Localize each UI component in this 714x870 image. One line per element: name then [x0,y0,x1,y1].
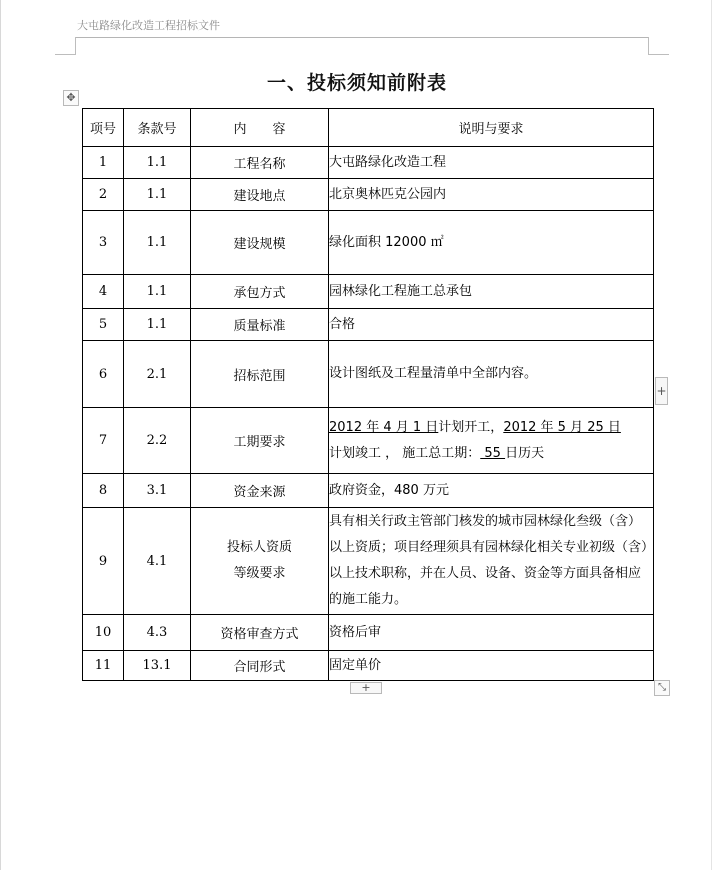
table-row [83,341,654,408]
add-row-icon[interactable]: + [350,682,382,694]
table-row [83,275,654,309]
table-row [83,147,654,179]
row-item: 招标范围 [191,341,329,408]
table-row [83,474,654,508]
row-desc: 绿化面积 12000 ㎡ [329,211,654,275]
row-clause: 2.2 [124,408,191,474]
table-row [83,508,654,615]
page-edge [0,0,1,870]
duration-days: 55 [480,445,506,461]
header-cell-clause: 条款号 [124,109,191,147]
table-row [83,615,654,651]
row-desc: 资格后审 [329,615,654,651]
end-date: 2012 年 5 月 25 日 [503,419,621,435]
row-clause: 1.1 [124,309,191,341]
table-row [83,408,654,474]
row-clause: 1.1 [124,275,191,309]
header-cell-content: 内 容 [191,109,329,147]
row-item-line: 投标人资质 [226,540,292,555]
row-item: 建设规模 [191,211,329,275]
row-no: 3 [83,211,124,275]
row-item: 资金来源 [191,474,329,508]
page-edge [711,0,712,870]
row-desc: 北京奥林匹克公园内 [329,179,654,211]
row-desc [329,408,654,474]
start-label: 计划开工， [438,419,504,435]
row-desc: 具有相关行政主管部门核发的城市园林绿化叁级（含）以上资质；项目经理须具有园林绿化相关专业初级（含）以上技术职称，并在人员、设备、资金等方面具备相应的施工能力。 [329,508,654,615]
row-clause: 1.1 [124,179,191,211]
row-item [191,508,329,615]
row-item: 质量标准 [191,309,329,341]
row-clause: 2.1 [124,341,191,408]
row-item-line: 等级要求 [233,566,286,581]
row-no: 9 [83,508,124,615]
row-item: 建设地点 [191,179,329,211]
start-date: 2012 年 4 月 1 日 [329,419,439,435]
row-clause: 3.1 [124,474,191,508]
row-desc: 合格 [329,309,654,341]
row-clause: 13.1 [124,651,191,681]
row-desc: 政府资金，480 万元 [329,474,654,508]
row-item: 资格审查方式 [191,615,329,651]
crop-mark [648,54,669,55]
row-no: 4 [83,275,124,309]
table-row [83,651,654,681]
row-item: 承包方式 [191,275,329,309]
table-row [83,309,654,341]
row-no: 10 [83,615,124,651]
row-item: 工期要求 [191,408,329,474]
header-rule [76,37,648,38]
table-row [83,179,654,211]
notice-table [82,108,654,681]
row-clause: 1.1 [124,211,191,275]
row-no: 11 [83,651,124,681]
row-desc: 设计图纸及工程量清单中全部内容。 [329,341,654,408]
row-item: 合同形式 [191,651,329,681]
crop-mark [75,37,76,55]
table-row [83,211,654,275]
row-desc: 大屯路绿化改造工程 [329,147,654,179]
row-no: 1 [83,147,124,179]
row-no: 8 [83,474,124,508]
row-no: 7 [83,408,124,474]
row-no: 6 [83,341,124,408]
crop-mark [648,37,649,55]
row-item: 工程名称 [191,147,329,179]
header-cell-no: 项号 [83,109,124,147]
end-label: 计划竣工 ， 施工总工期： [329,445,481,461]
add-column-icon[interactable]: + [655,377,668,405]
duration-unit: 日历天 [505,445,545,461]
row-no: 2 [83,179,124,211]
table-header-row [83,109,654,147]
page-title: 一、投标须知前附表 [266,72,447,94]
table-resize-icon[interactable]: ⤡ [654,680,670,696]
row-no: 5 [83,309,124,341]
table-move-handle-icon[interactable]: ✥ [63,90,79,106]
row-clause: 1.1 [124,147,191,179]
header-cell-desc: 说明与要求 [329,109,654,147]
row-clause: 4.3 [124,615,191,651]
row-desc: 固定单价 [329,651,654,681]
row-clause: 4.1 [124,508,191,615]
crop-mark [55,54,76,55]
row-desc: 园林绿化工程施工总承包 [329,275,654,309]
document-header: 大屯路绿化改造工程招标文件 [77,19,220,32]
